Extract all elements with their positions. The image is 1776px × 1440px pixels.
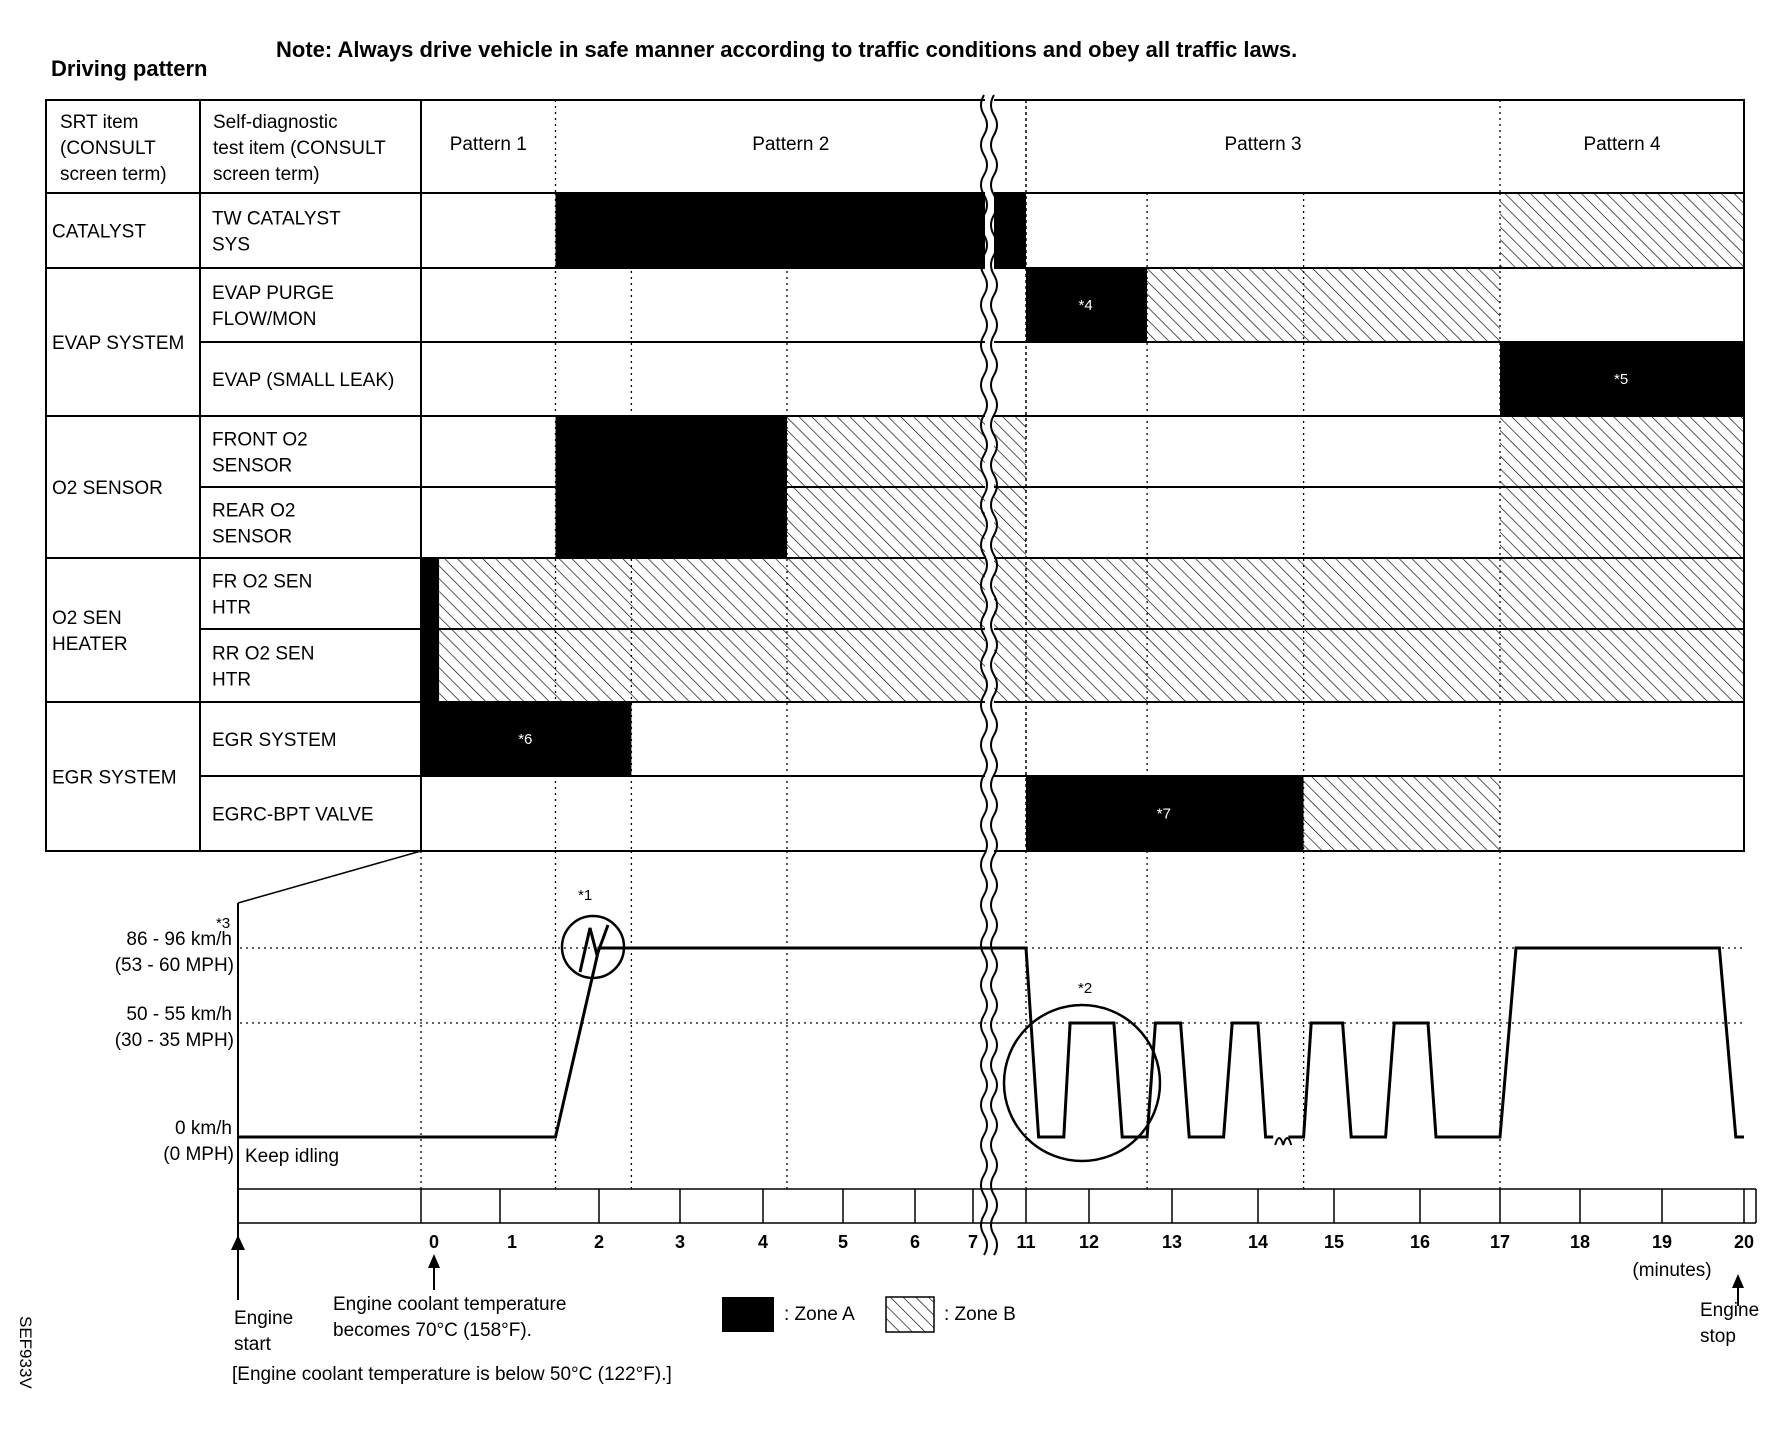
time-tick-label: 3 xyxy=(674,1232,686,1252)
item-label: EVAP (SMALL LEAK) xyxy=(212,370,395,391)
coolant-label: Engine coolant temperature xyxy=(333,1294,567,1315)
time-tick-label: 14 xyxy=(1247,1232,1269,1252)
time-tick-label: 0 xyxy=(428,1232,440,1252)
zone-a-bar xyxy=(421,629,439,702)
footnote-mark: *3 xyxy=(216,915,231,932)
engine-start-label: Engine xyxy=(234,1308,294,1329)
zone-b-bar xyxy=(1147,268,1500,342)
time-tick-label: 5 xyxy=(837,1232,849,1252)
group-label: O2 SEN xyxy=(52,608,122,629)
zone-b-bar xyxy=(439,629,1744,702)
safety-note: Note: Always drive vehicle in safe manner according to traffic conditions and obey all traffic laws. xyxy=(276,37,1298,62)
coolant-below-label: [Engine coolant temperature is below 50°C (122°F).] xyxy=(232,1364,672,1385)
item-label: SYS xyxy=(212,234,251,256)
trace-break-mark xyxy=(1275,1138,1291,1145)
item-label: HTR xyxy=(212,597,252,619)
zone-a-label: : Zone A xyxy=(784,1304,855,1325)
pattern-header: Pattern 4 xyxy=(1583,134,1661,155)
item-label: TW CATALYST xyxy=(212,208,341,230)
zone-b-bar xyxy=(1500,193,1744,268)
zone-a-bar xyxy=(556,487,788,558)
item-label: EGRC-BPT VALVE xyxy=(212,804,374,826)
header-diag-item: screen term) xyxy=(213,164,320,185)
footnote-mark: *7 xyxy=(1156,805,1171,823)
time-tick-label: 15 xyxy=(1323,1232,1345,1252)
speed-level-kmh: 50 - 55 km/h xyxy=(126,1004,232,1025)
time-tick-label: 7 xyxy=(967,1232,979,1252)
group-label: EVAP SYSTEM xyxy=(52,333,185,354)
group-label: EGR SYSTEM xyxy=(52,767,177,789)
item-label: EGR SYSTEM xyxy=(212,730,337,751)
speed-level-mph: (0 MPH) xyxy=(163,1144,234,1165)
time-tick-label: 20 xyxy=(1733,1232,1755,1252)
time-tick-label: 11 xyxy=(1016,1232,1036,1252)
item-label: SENSOR xyxy=(212,526,293,548)
zone-b-bar xyxy=(1500,487,1744,558)
zone-a-bar xyxy=(421,558,439,629)
time-tick-label: 4 xyxy=(757,1232,769,1252)
engine-stop-label: stop xyxy=(1700,1326,1736,1347)
group-label: CATALYST xyxy=(52,221,146,243)
time-axis-unit: (minutes) xyxy=(1632,1260,1712,1281)
header-srt-item: screen term) xyxy=(60,164,167,185)
item-label: SENSOR xyxy=(212,455,293,477)
zone-b-bar xyxy=(439,558,1744,629)
item-label: EVAP PURGE xyxy=(212,283,334,304)
pattern-header: Pattern 2 xyxy=(752,134,830,155)
zone-b-swatch xyxy=(886,1297,934,1332)
footnote-mark: *5 xyxy=(1614,371,1629,388)
captions xyxy=(232,1294,1759,1385)
speed-level-kmh: 0 km/h xyxy=(174,1118,232,1139)
speed-level-mph: (53 - 60 MPH) xyxy=(114,955,234,976)
footnote-mark: *4 xyxy=(1078,297,1093,314)
engine-stop-label: Engine xyxy=(1700,1300,1760,1321)
item-label: HTR xyxy=(212,669,252,691)
footnote-mark: *2 xyxy=(1078,980,1093,997)
item-label: REAR O2 xyxy=(212,500,296,522)
item-label: FLOW/MON xyxy=(212,309,317,330)
speed-level-mph: (30 - 35 MPH) xyxy=(114,1030,234,1051)
group-label: HEATER xyxy=(52,634,128,655)
header-srt-item: (CONSULT xyxy=(60,138,156,159)
header-srt-item: SRT item xyxy=(60,112,139,133)
zone-a-bar xyxy=(556,193,1027,268)
zone-b-bar xyxy=(1304,776,1500,851)
speed-trace xyxy=(238,948,1273,1137)
time-tick-label: 2 xyxy=(593,1232,605,1252)
pattern-header: Pattern 3 xyxy=(1224,134,1302,155)
item-label: FR O2 SEN xyxy=(212,571,313,593)
speed-level-kmh: 86 - 96 km/h xyxy=(126,929,232,950)
time-tick-label: 6 xyxy=(909,1232,921,1252)
zone-b-bar xyxy=(1500,416,1744,487)
item-label: RR O2 SEN xyxy=(212,643,315,665)
figure-code: SEF933V xyxy=(16,1316,35,1389)
keep-idling-label: Keep idling xyxy=(245,1146,340,1167)
diagram-title: Driving pattern xyxy=(51,56,208,81)
zone-b-label: : Zone B xyxy=(944,1304,1016,1325)
engine-start-arrow xyxy=(231,1235,245,1250)
zone-a-swatch xyxy=(722,1297,774,1332)
speed-chart xyxy=(115,851,1756,1306)
group-label: O2 SENSOR xyxy=(52,478,163,499)
marker-circle xyxy=(1004,1005,1160,1161)
engine-stop-arrow xyxy=(1732,1274,1744,1288)
time-tick-label: 18 xyxy=(1569,1232,1591,1252)
header-diag-item: Self-diagnostic xyxy=(213,112,338,133)
srt-table xyxy=(46,95,1744,1255)
time-tick-label: 13 xyxy=(1161,1232,1183,1252)
time-tick-label: 12 xyxy=(1078,1232,1100,1252)
zone-a-bar xyxy=(556,416,788,487)
time-tick-label: 17 xyxy=(1489,1232,1511,1252)
time-tick-label: 16 xyxy=(1409,1232,1431,1252)
pattern-header: Pattern 1 xyxy=(449,134,527,155)
footnote-mark: *6 xyxy=(518,731,533,748)
engine-start-label: start xyxy=(234,1334,271,1355)
header-diag-item: test item (CONSULT xyxy=(213,138,386,159)
footnote-mark: *1 xyxy=(578,887,593,904)
time-tick-label: 1 xyxy=(506,1232,518,1252)
item-label: FRONT O2 xyxy=(212,429,308,451)
speed-axis-connector xyxy=(238,851,421,903)
speed-trace xyxy=(1288,948,1744,1137)
coolant-arrow xyxy=(428,1254,440,1268)
coolant-label: becomes 70°C (158°F). xyxy=(333,1320,532,1341)
time-tick-label: 19 xyxy=(1651,1232,1673,1252)
